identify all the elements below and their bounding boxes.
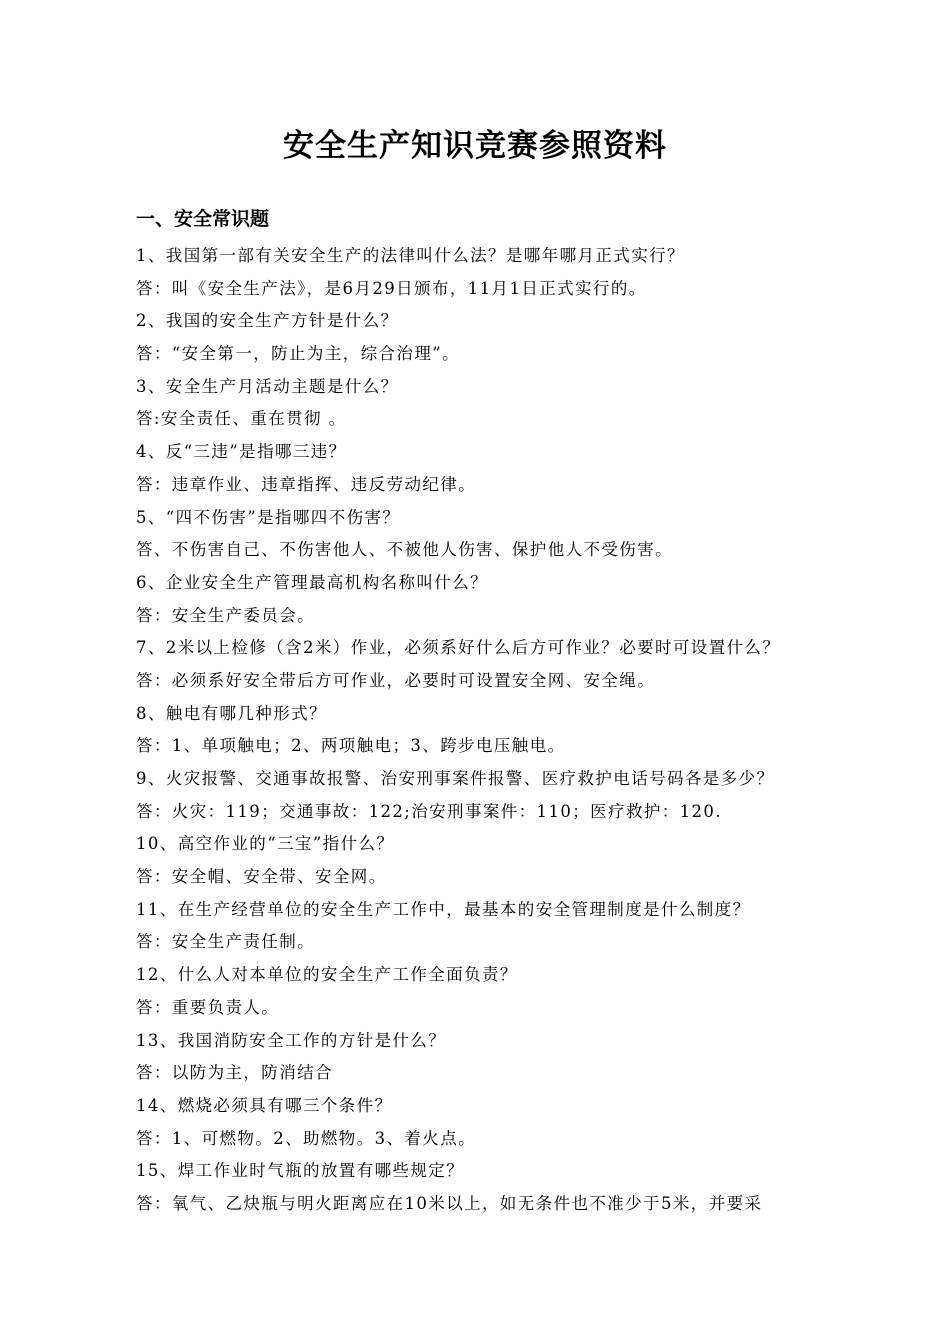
answer-line: 答：“安全第一，防止为主，综合治理”。 <box>136 344 460 364</box>
answer-line: 答：1、单项触电；2、两项触电；3、跨步电压触电。 <box>136 736 566 756</box>
section-heading: 一、安全常识题 <box>136 208 270 230</box>
answer-line: 答：安全生产委员会。 <box>136 605 315 625</box>
answer-line: 答：1、可燃物。2、助燃物。3、着火点。 <box>136 1128 476 1148</box>
answer-line: 答：安全生产责任制。 <box>136 932 315 952</box>
answer-line: 答：必须系好安全带后方可作业，必要时可设置安全网、安全绳。 <box>136 670 656 690</box>
question-line: 5、“四不伤害”是指哪四不伤害？ <box>136 507 401 527</box>
question-line: 8、触电有哪几种形式？ <box>136 703 327 723</box>
question-line: 12、什么人对本单位的安全生产工作全面负责？ <box>136 965 518 985</box>
question-line: 6、企业安全生产管理最高机构名称叫什么？ <box>136 572 488 592</box>
answer-line: 答：火灾：119；交通事故：122;治安刑事案件：110；医疗救护：120. <box>136 801 722 821</box>
answer-line: 答:安全责任、重在贯彻 。 <box>136 409 347 429</box>
document-title: 安全生产知识竞赛参照资料 <box>283 128 667 164</box>
question-line: 4、反“三违”是指哪三违？ <box>136 442 347 462</box>
question-line: 11、在生产经营单位的安全生产工作中，最基本的安全管理制度是什么制度？ <box>136 899 751 919</box>
question-line: 1、我国第一部有关安全生产的法律叫什么法？是哪年哪月正式实行？ <box>136 246 685 265</box>
question-line: 3、安全生产月活动主题是什么？ <box>136 376 399 396</box>
question-line: 2、我国的安全生产方针是什么？ <box>136 311 399 331</box>
question-line: 9、火灾报警、交通事故报警、治安刑事案件报警、医疗救护电话号码各是多少？ <box>136 769 775 788</box>
question-line: 13、我国消防安全工作的方针是什么？ <box>136 1030 447 1050</box>
answer-line: 答、不伤害自己、不伤害他人、不被他人伤害、保护他人不受伤害。 <box>136 540 673 560</box>
answer-line: 答：叫《安全生产法》，是6月29日颁布，11月1日正式实行的。 <box>136 278 647 298</box>
question-line: 7、2米以上检修（含2米）作业，必须系好什么后方可作业？必要时可设置什么？ <box>136 638 781 658</box>
answer-line: 答：氧气、乙炔瓶与明火距离应在10米以上，如无条件也不准少于5米，并要采 <box>136 1193 763 1213</box>
qa-list <box>136 240 836 1221</box>
answer-line: 答：安全帽、安全带、安全网。 <box>136 867 387 887</box>
answer-line: 答：违章作业、违章指挥、违反劳动纪律。 <box>136 474 477 494</box>
answer-line: 答：以防为主，防消结合 <box>136 1063 333 1083</box>
question-line: 15、焊工作业时气瓶的放置有哪些规定？ <box>136 1161 465 1181</box>
question-line: 14、燃烧必须具有哪三个条件？ <box>136 1095 393 1115</box>
question-line: 10、高空作业的“三宝”指什么？ <box>136 834 395 854</box>
answer-line: 答：重要负责人。 <box>136 997 280 1017</box>
